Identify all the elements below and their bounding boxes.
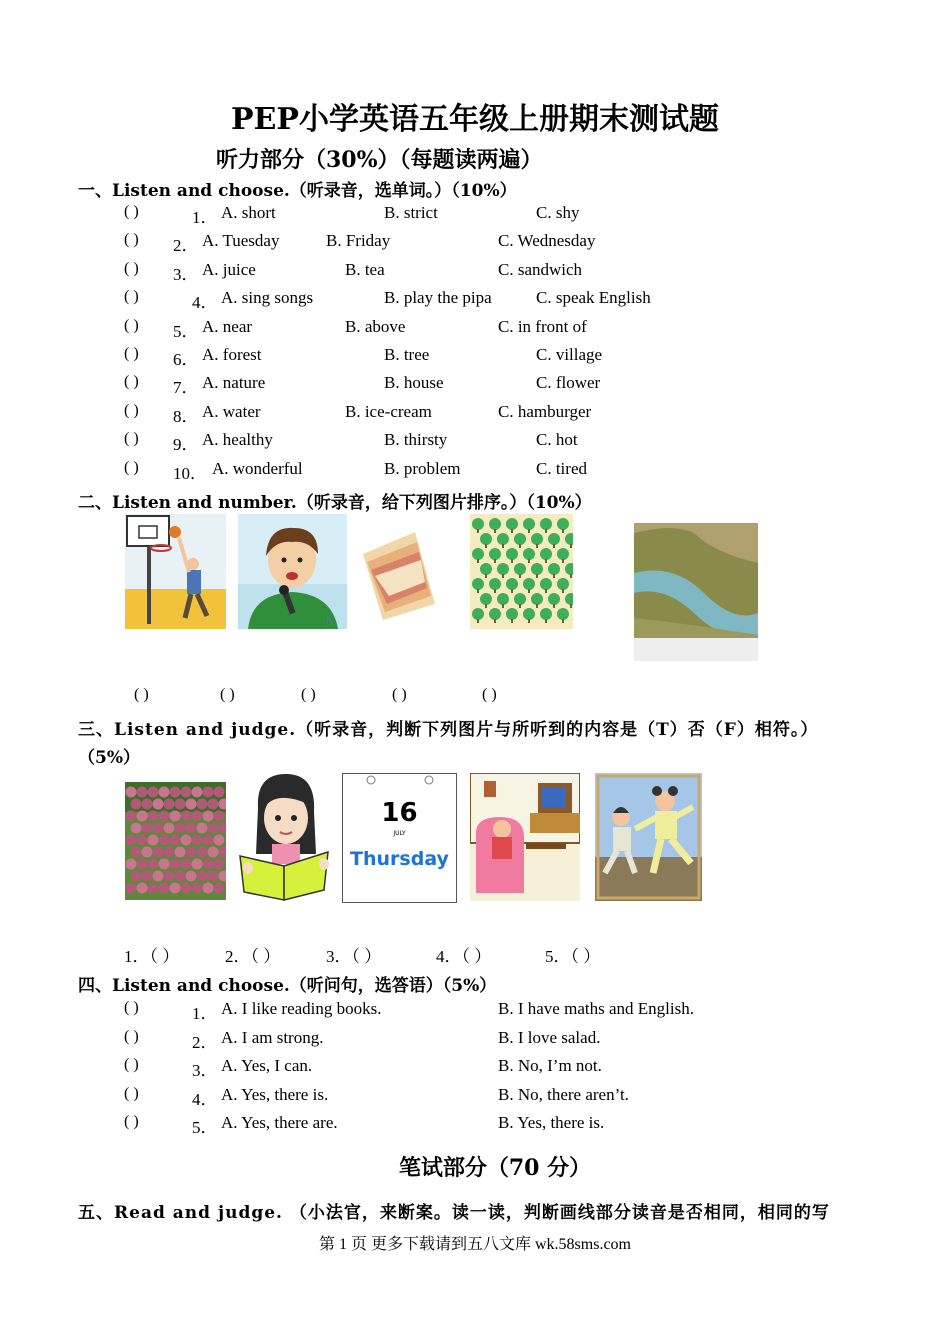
answer-paren: ( ): [124, 203, 139, 220]
option-b: B. play the pipa: [384, 288, 492, 308]
picture-order-blank: ( ): [392, 686, 407, 703]
svg-text:JI: JI: [326, 613, 334, 627]
answer-paren: ( ): [124, 259, 139, 277]
option-a: A. short: [221, 203, 276, 222]
kungfu-kids-picture: [595, 773, 702, 901]
option-a: A. I like reading books.: [221, 999, 382, 1018]
river-picture: [634, 523, 758, 661]
question-number: 3．: [192, 1061, 218, 1080]
section4-heading: 四、Listen and choose.（听问句，选答语）（5%）: [78, 976, 497, 996]
option-a: A. Yes, there is.: [221, 1084, 329, 1104]
question-number: 1．: [192, 1004, 218, 1023]
picture-order-blank: ( ): [134, 686, 149, 703]
page-title: PEP小学英语五年级上册期末测试题: [231, 102, 719, 137]
option-c: C. hamburger: [498, 401, 592, 421]
question-number: 8．: [173, 406, 199, 426]
option-c: C. speak English: [536, 288, 651, 308]
section2-heading: 二、Listen and number.（听录音，给下列图片排序。）（10%）: [78, 493, 592, 513]
singing-boy-picture: [238, 514, 347, 629]
section3-heading-score: （5%）: [78, 748, 140, 768]
answer-paren: ( ): [124, 231, 139, 249]
option-c: C. Wednesday: [498, 231, 596, 251]
judge-answer-blank: 3．（ ）: [326, 947, 382, 966]
question-number: 1．: [192, 208, 218, 227]
answer-paren: ( ): [124, 1027, 139, 1045]
option-b: B. No, there aren’t.: [498, 1084, 629, 1104]
option-a: A. forest: [202, 345, 262, 364]
option-a: A. Yes, I can.: [221, 1056, 313, 1075]
question-number: 2．: [173, 236, 199, 256]
listening-header: 听力部分（30%）（每题读两遍）: [216, 147, 543, 173]
option-a: A. healthy: [202, 430, 273, 450]
option-b: B. tea: [345, 259, 385, 279]
answer-paren: ( ): [124, 316, 139, 334]
picture-order-blank: ( ): [482, 686, 497, 703]
option-b: B. problem: [384, 458, 461, 478]
answer-paren: ( ): [124, 1084, 139, 1102]
option-c: C. tired: [536, 458, 587, 478]
option-a: A. juice: [202, 259, 256, 279]
option-a: A. water: [202, 401, 261, 421]
answer-paren: ( ): [124, 458, 139, 476]
option-b: B. Friday: [326, 231, 391, 251]
option-b: B. I love salad.: [498, 1027, 601, 1047]
calendar-month: JULY: [393, 830, 406, 837]
picture-order-blank: ( ): [301, 686, 316, 703]
option-a: A. wonderful: [212, 458, 303, 478]
option-c: C. shy: [536, 203, 580, 222]
section1-heading: 一、Listen and choose.（听录音，选单词。）（10%）: [78, 181, 517, 201]
option-c: C. hot: [536, 430, 578, 450]
forest-picture: [470, 514, 573, 629]
option-b: B. ice-cream: [345, 401, 432, 421]
option-a: A. Yes, there are.: [221, 1113, 338, 1132]
option-c: C. sandwich: [498, 259, 583, 279]
option-a: A. near: [202, 316, 253, 336]
option-a: A. sing songs: [221, 288, 314, 308]
option-c: C. in front of: [498, 316, 587, 336]
picture-order-blank: ( ): [220, 686, 235, 703]
option-a: A. I am strong.: [221, 1027, 324, 1047]
answer-paren: ( ): [124, 345, 139, 362]
watching-tv-picture: [470, 773, 580, 901]
calendar-weekday: Thursday: [350, 848, 449, 870]
question-number: 5．: [173, 321, 199, 341]
section3-heading: 三、Listen and judge.（听录音，判断下列图片与所听到的内容是（T）否（F）相符。）: [78, 720, 819, 740]
option-b: B. No, I’m not.: [498, 1056, 602, 1075]
girl-reading-picture: [236, 768, 333, 902]
question-number: 4．: [192, 293, 218, 313]
grapes-picture: [125, 782, 226, 900]
judge-answer-blank: 1．（ ）: [124, 947, 180, 966]
answer-paren: ( ): [124, 373, 139, 391]
written-header: 笔试部分（70 分）: [398, 1155, 592, 1181]
option-a: A. Tuesday: [202, 231, 280, 251]
answer-paren: ( ): [124, 288, 139, 306]
option-b: B. tree: [384, 345, 430, 364]
option-b: B. house: [384, 373, 444, 393]
question-number: 9．: [173, 435, 199, 455]
judge-answer-blank: 4．（ ）: [436, 947, 492, 966]
question-number: 5．: [192, 1118, 218, 1137]
option-c: C. flower: [536, 373, 601, 393]
judge-answer-blank: 5．（ ）: [545, 947, 601, 966]
answer-paren: ( ): [124, 1113, 139, 1130]
question-number: 10．: [173, 463, 207, 483]
option-c: C. village: [536, 345, 603, 364]
option-b: B. I have maths and English.: [498, 999, 694, 1018]
calendar-day: 16: [381, 798, 418, 828]
question-number: 7．: [173, 378, 199, 398]
sandwich-picture: [357, 514, 440, 629]
page-footer: 第 1 页 更多下载请到五八文库 wk.58sms.com: [318, 1236, 631, 1253]
option-a: A. nature: [202, 373, 266, 393]
section5-heading: 五、Read and judge. （小法官，来断案。读一读，判断画线部分读音是否相同，相同的写: [78, 1203, 830, 1223]
answer-paren: ( ): [124, 999, 139, 1016]
answer-paren: ( ): [124, 1056, 139, 1073]
option-b: B. above: [345, 316, 406, 336]
judge-answer-blank: 2．（ ）: [225, 947, 281, 966]
question-number: 2．: [192, 1032, 218, 1052]
option-b: B. strict: [384, 203, 438, 222]
question-number: 4．: [192, 1089, 218, 1109]
calendar-picture: [342, 773, 457, 903]
option-b: B. Yes, there is.: [498, 1113, 605, 1132]
answer-paren: ( ): [124, 401, 139, 419]
answer-paren: ( ): [124, 430, 139, 448]
question-number: 3．: [173, 264, 199, 284]
option-b: B. thirsty: [384, 430, 448, 450]
question-number: 6．: [173, 350, 199, 369]
basketball-picture: [125, 514, 226, 629]
